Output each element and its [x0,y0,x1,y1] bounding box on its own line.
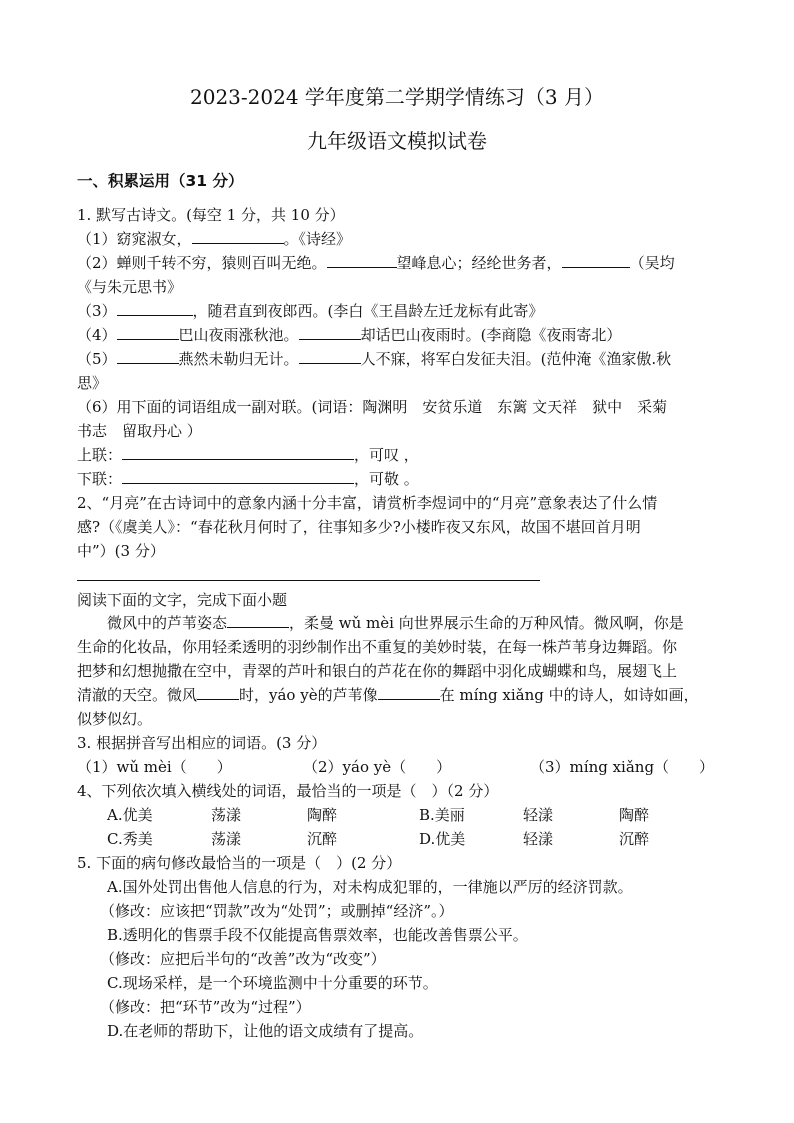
answer-blank[interactable] [122,445,354,460]
passage-line-2: 生命的化妆品，你用轻柔透明的羽纱制作出不重复的美妙时装，在每一株芦苇身边舞蹈。你 [77,638,678,656]
q1-line-1 [77,229,351,249]
q1-1-text-b: 。《诗经》 [283,230,352,248]
q1-line-6: （6）用下面的词语组成一副对联。(词语：陶渊明 安贫乐道 东篱 文天祥 狱中 采菊 [77,398,668,416]
q5-option-b-fix: （修改：应把后半句的“改善”改为“改变”） [100,950,386,968]
answer-blank[interactable] [122,469,354,484]
exam-subtitle: 九年级语文模拟试卷 [307,129,487,153]
q3-item-1[interactable]: （1）wǔ mèi（ ） [77,758,232,776]
q4-option-b-label[interactable]: B.美丽 [419,806,465,824]
q2-line-2: 感?（《虞美人》：“春花秋月何时了，往事知多少?小楼昨夜又东风，故国不堪回首月明 [77,518,641,536]
q1-line-6-cont: 书志 留取丹心 ） [77,422,202,440]
passage-4-c: 在 míng xiǎng 中的诗人，如诗如画， [439,686,699,704]
q1-line-4 [77,325,621,345]
answer-blank[interactable] [227,613,289,628]
q1-line-5-cont: 思》 [77,374,108,392]
q3-item-2[interactable]: （2）yáo yè（ ） [303,758,452,776]
answer-blank[interactable] [117,325,179,340]
passage-line-1 [107,613,684,633]
q1-1-text-a: （1）窈窕淑女， [77,230,192,248]
q5-option-c-fix: （修改：把“环节”改为“过程”） [100,998,311,1016]
q4-heading: 4、下列依次填入横线处的词语，最恰当的一项是（ ）（2 分） [77,782,499,800]
q1-4-text-c: 却话巴山夜雨时。(李商隐《夜雨寄北） [360,326,622,344]
upper-couplet-tail: ，可叹 ， [354,446,419,464]
q4-option-d-word: 沉醉 [619,830,650,848]
answer-blank[interactable] [378,685,440,700]
answer-line[interactable] [77,580,540,581]
answer-blank[interactable] [299,325,361,340]
q5-option-c[interactable]: C.现场采样，是一个环境监测中十分重要的环节。 [107,974,438,992]
exam-title: 2023-2024 学年度第二学期学情练习（3 月） [190,85,604,109]
q4-option-d-word: 轻漾 [523,830,554,848]
passage-4-a: 清澈的天空。微风 [77,686,198,704]
answer-blank[interactable] [562,253,630,268]
q5-option-b[interactable]: B.透明化的售票手段不仅能提高售票效率，也能改善售票公平。 [107,926,528,944]
passage-line-3: 把梦和幻想抛撒在空中，青翠的芦叶和银白的芦花在你的舞蹈中羽化成蝴蝶和鸟，展翅飞上 [77,662,678,680]
lower-couplet-tail: ，可敬 。 [354,470,419,488]
reading-intro: 阅读下面的文字，完成下面小题 [77,591,288,609]
q5-heading: 5. 下面的病句修改最恰当的一项是（ ）(2 分） [77,854,402,872]
answer-blank[interactable] [117,301,193,316]
answer-blank[interactable] [327,253,397,268]
answer-blank[interactable] [117,349,179,364]
q4-option-c-word: 沉醉 [307,830,338,848]
lower-couplet-line [77,469,419,489]
q4-option-c-word: 荡漾 [211,830,242,848]
q5-option-d[interactable]: D.在老师的帮助下，让他的语文成绩有了提高。 [107,1022,424,1040]
q1-2-text-a: （2）蝉则千转不穷，猿则百叫无绝。 [77,254,327,272]
answer-blank[interactable] [299,349,361,364]
q4-option-a-word: 陶醉 [307,806,338,824]
passage-line-4 [77,685,699,705]
passage-1-a: 微风中的芦苇姿态 [107,614,228,632]
q1-line-3 [77,301,543,321]
q1-2-text-b: 望峰息心；经纶世务者， [396,254,562,272]
upper-couplet-label: 上联： [77,446,123,464]
q1-4-text-a: （4） [77,326,117,344]
q3-item-3[interactable]: （3）míng xiǎng（ ） [530,758,715,776]
q5-option-a-fix: （修改：应该把“罚款”改为“处罚”；或删掉“经济”。） [100,902,454,920]
lower-couplet-label: 下联： [77,470,123,488]
q5-option-a[interactable]: A.国外处罚出售他人信息的行为，对未构成犯罪的，一律施以严厉的经济罚款。 [107,878,633,896]
q4-option-b-word: 陶醉 [619,806,650,824]
q1-3-text-b: ，随君直到夜郎西。(李白《王昌龄左迁龙标有此寄》 [192,302,544,320]
q1-5-text-b: 燕然未勒归无计。 [178,350,299,368]
q2-line-3: 中”）(3 分） [77,542,165,560]
q1-4-text-b: 巴山夜雨涨秋池。 [178,326,299,344]
passage-4-b: 时，yáo yè的芦苇像 [239,686,378,704]
q1-5-text-a: （5） [77,350,117,368]
upper-couplet-line [77,445,419,465]
q1-3-text-a: （3） [77,302,117,320]
q1-line-5 [77,349,671,369]
answer-blank[interactable] [192,229,284,244]
answer-blank[interactable] [197,685,239,700]
q1-5-text-c: 人不寐，将军白发征夫泪。(范仲淹《渔家傲.秋 [360,350,672,368]
q1-heading: 1. 默写古诗文。(每空 1 分，共 10 分） [77,206,345,224]
passage-1-b: ，柔曼 wǔ mèi 向世界展示生命的万种风情。微风啊，你是 [289,614,684,632]
q4-option-d-label[interactable]: D.优美 [419,830,466,848]
q4-option-a-word: 荡漾 [211,806,242,824]
q2-line-1: 2、“月亮”在古诗词中的意象内涵十分丰富，请赏析李煜词中的“月亮”意象表达了什么情 [77,494,658,512]
q1-2-text-c: （吴均 [629,254,675,272]
q4-option-c-label[interactable]: C.秀美 [107,830,153,848]
q3-heading: 3. 根据拼音写出相应的词语。(3 分） [77,734,327,752]
q4-option-a-label[interactable]: A.优美 [107,806,153,824]
q1-line-2 [77,253,675,273]
passage-line-5: 似梦似幻。 [77,710,153,728]
section-heading-1: 一、积累运用（31 分） [77,172,244,190]
q4-option-b-word: 轻漾 [523,806,554,824]
q1-line-2-cont: 《与朱元思书》 [77,278,183,296]
